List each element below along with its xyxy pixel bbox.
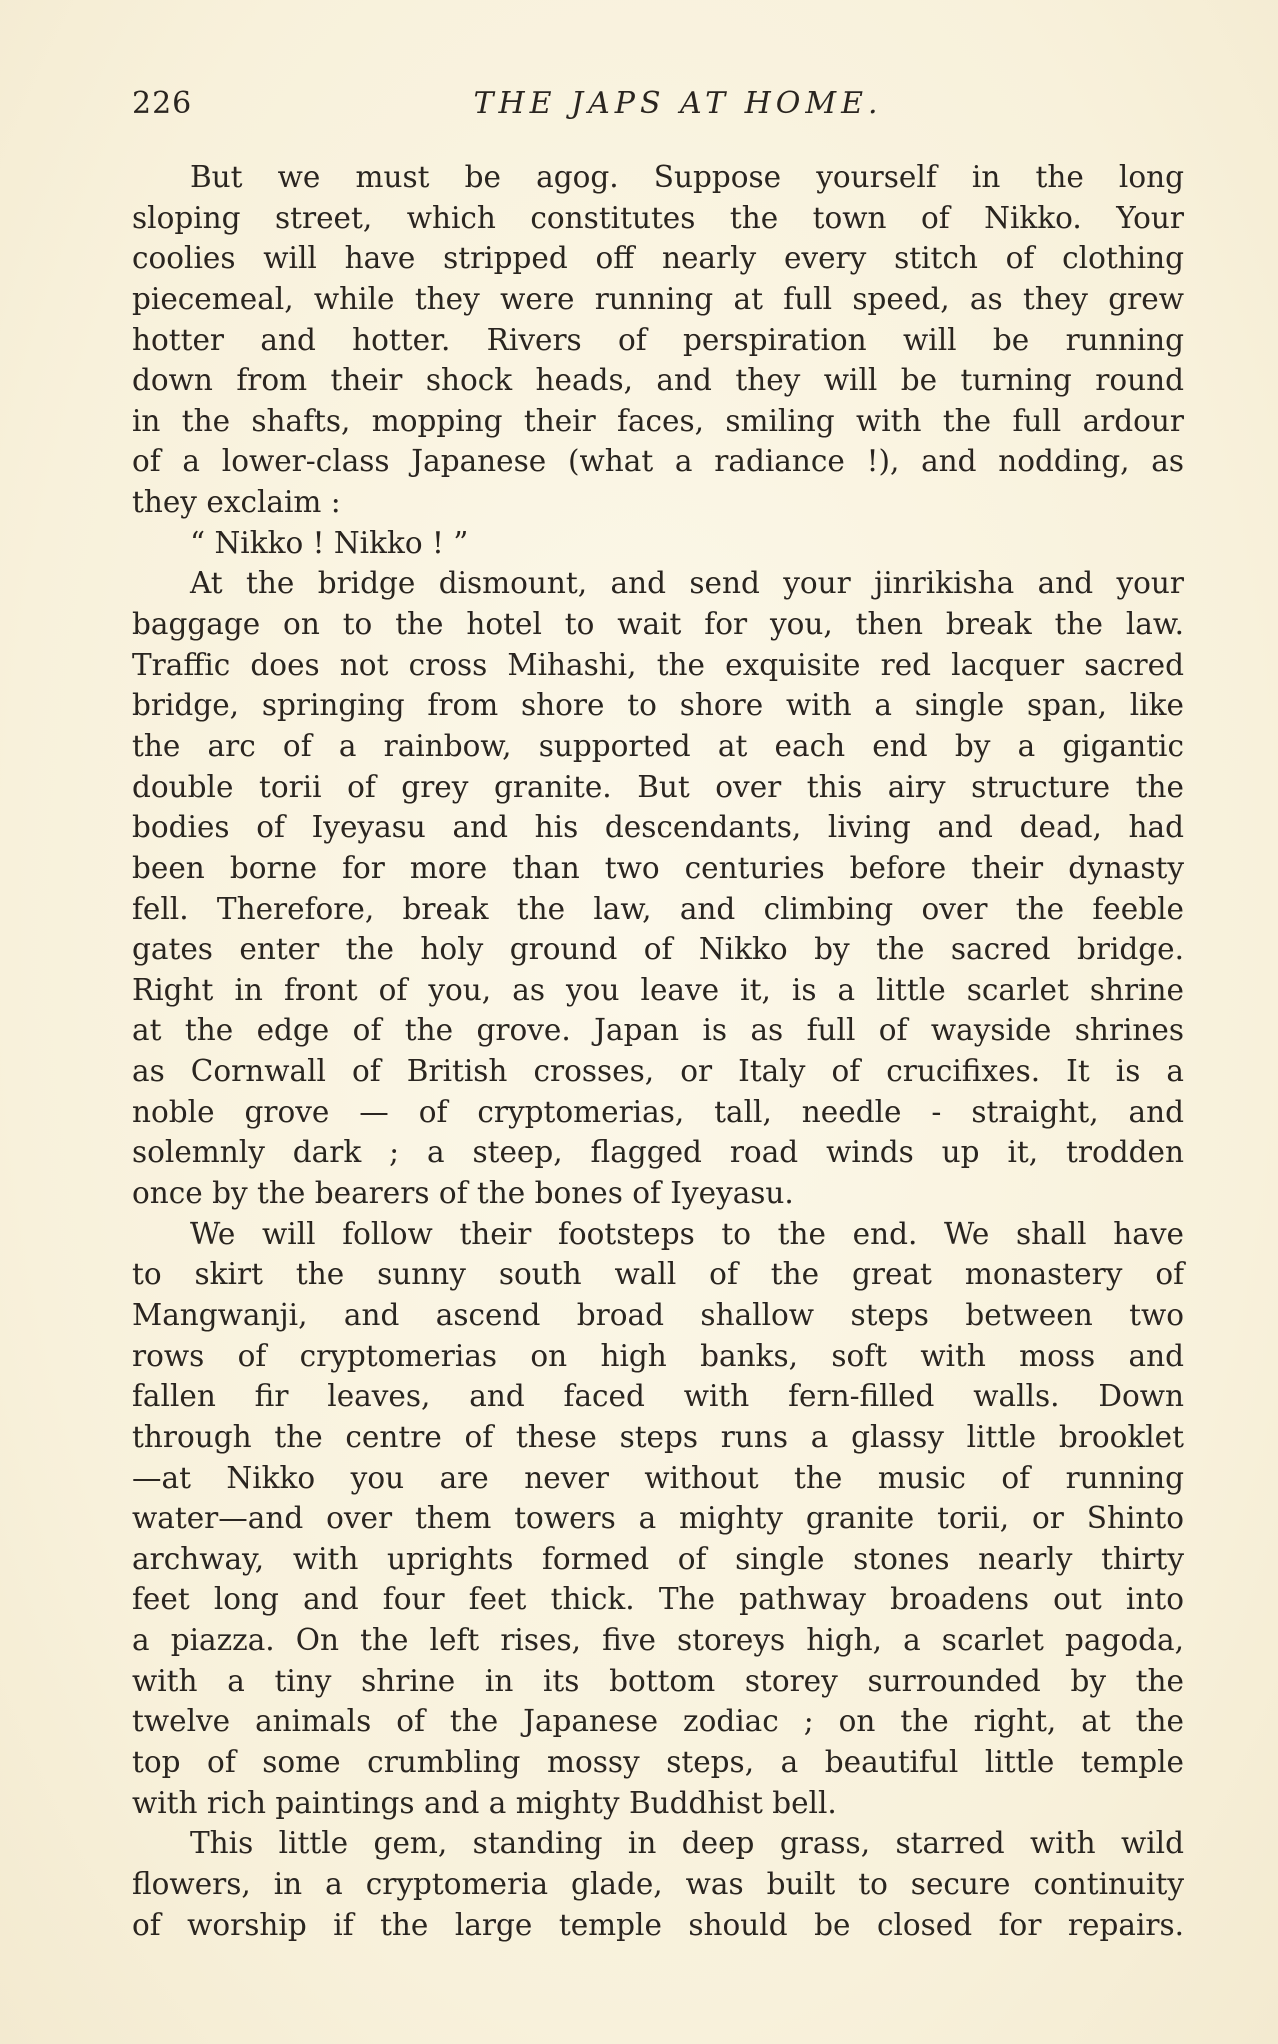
text-line: fallen fir leaves, and faced with fern-filled walls. Down [132, 1379, 1184, 1414]
text-line: bodies of Iyeyasu and his descendants, living and dead, had [132, 810, 1184, 845]
text-line: down from their shock heads, and they will be turning round [132, 363, 1184, 398]
text-line: once by the bearers of the bones of Iyeyasu. [132, 1176, 794, 1211]
text-line: top of some crumbling mossy steps, a beautiful little temple [132, 1744, 1184, 1779]
text-line: At the bridge dismount, and send your jinrikisha and your [190, 566, 1184, 601]
text-line: double torii of grey granite. But over this airy structure the [132, 769, 1184, 804]
text-line: baggage on to the hotel to wait for you, then break the law. [132, 607, 1184, 642]
page-number: 226 [132, 86, 193, 121]
text-line: Right in front of you, as you leave it, is a little scarlet shrine [132, 972, 1184, 1007]
text-line: at the edge of the grove. Japan is as full of wayside shrines [132, 1013, 1184, 1048]
text-line: sloping street, which constitutes the town of Nikko. Your [132, 200, 1184, 235]
text-line: piecemeal, while they were running at full speed, as they grew [132, 281, 1184, 316]
text-line: the arc of a rainbow, supported at each end by a gigantic [132, 728, 1184, 763]
text-line: We will follow their footsteps to the end. We shall have [190, 1216, 1184, 1251]
text-line: with a tiny shrine in its bottom storey surrounded by the [132, 1663, 1184, 1698]
text-line: to skirt the sunny south wall of the great monastery of [132, 1257, 1184, 1292]
text-line: twelve animals of the Japanese zodiac ; on the right, at the [132, 1704, 1184, 1739]
body-text [132, 157, 1184, 1945]
text-line: Mangwanji, and ascend broad shallow steps between two [132, 1297, 1184, 1332]
text-line: with rich paintings and a mighty Buddhist bell. [132, 1785, 837, 1820]
text-line: coolies will have stripped off nearly every stitch of clothing [132, 241, 1184, 276]
running-title: THE JAPS AT HOME. [473, 86, 883, 121]
text-line: —at Nikko you are never without the music of running [132, 1460, 1184, 1495]
text-line: hotter and hotter. Rivers of perspiration will be running [132, 322, 1184, 357]
text-line: they exclaim : [132, 485, 341, 520]
text-line: “ Nikko ! Nikko ! ” [190, 525, 469, 560]
text-line: in the shafts, mopping their faces, smiling with the full ardour [132, 403, 1184, 438]
text-line: archway, with uprights formed of single stones nearly thirty [132, 1541, 1184, 1576]
text-line: feet long and four feet thick. The pathway broadens out into [132, 1582, 1184, 1617]
text-line: of a lower-class Japanese (what a radiance !), and nodding, as [132, 444, 1184, 479]
text-line: been borne for more than two centuries before their dynasty [132, 850, 1184, 885]
text-line: flowers, in a cryptomeria glade, was built to secure continuity [132, 1866, 1184, 1901]
page-header [132, 86, 1184, 136]
text-line: Traffic does not cross Mihashi, the exquisite red lacquer sacred [132, 647, 1184, 682]
text-line: bridge, springing from shore to shore with a single span, like [132, 688, 1184, 723]
text-line: gates enter the holy ground of Nikko by the sacred bridge. [132, 932, 1184, 967]
text-line: This little gem, standing in deep grass, starred with wild [190, 1826, 1184, 1861]
text-line: solemnly dark ; a steep, flagged road winds up it, trodden [132, 1135, 1184, 1170]
text-line: But we must be agog. Suppose yourself in the long [190, 160, 1184, 194]
text-line: through the centre of these steps runs a glassy little brooklet [132, 1419, 1184, 1454]
text-line: a piazza. On the left rises, five storeys high, a scarlet pagoda, [132, 1623, 1184, 1658]
text-line: rows of cryptomerias on high banks, soft with moss and [132, 1338, 1184, 1373]
text-line: of worship if the large temple should be closed for repairs. [132, 1907, 1184, 1942]
text-line: fell. Therefore, break the law, and climbing over the feeble [132, 891, 1184, 926]
text-line: as Cornwall of British crosses, or Italy of crucifixes. It is a [132, 1054, 1184, 1089]
text-line: water—and over them towers a mighty granite torii, or Shinto [132, 1501, 1184, 1536]
text-line: noble grove — of cryptomerias, tall, needle - straight, and [132, 1094, 1184, 1129]
